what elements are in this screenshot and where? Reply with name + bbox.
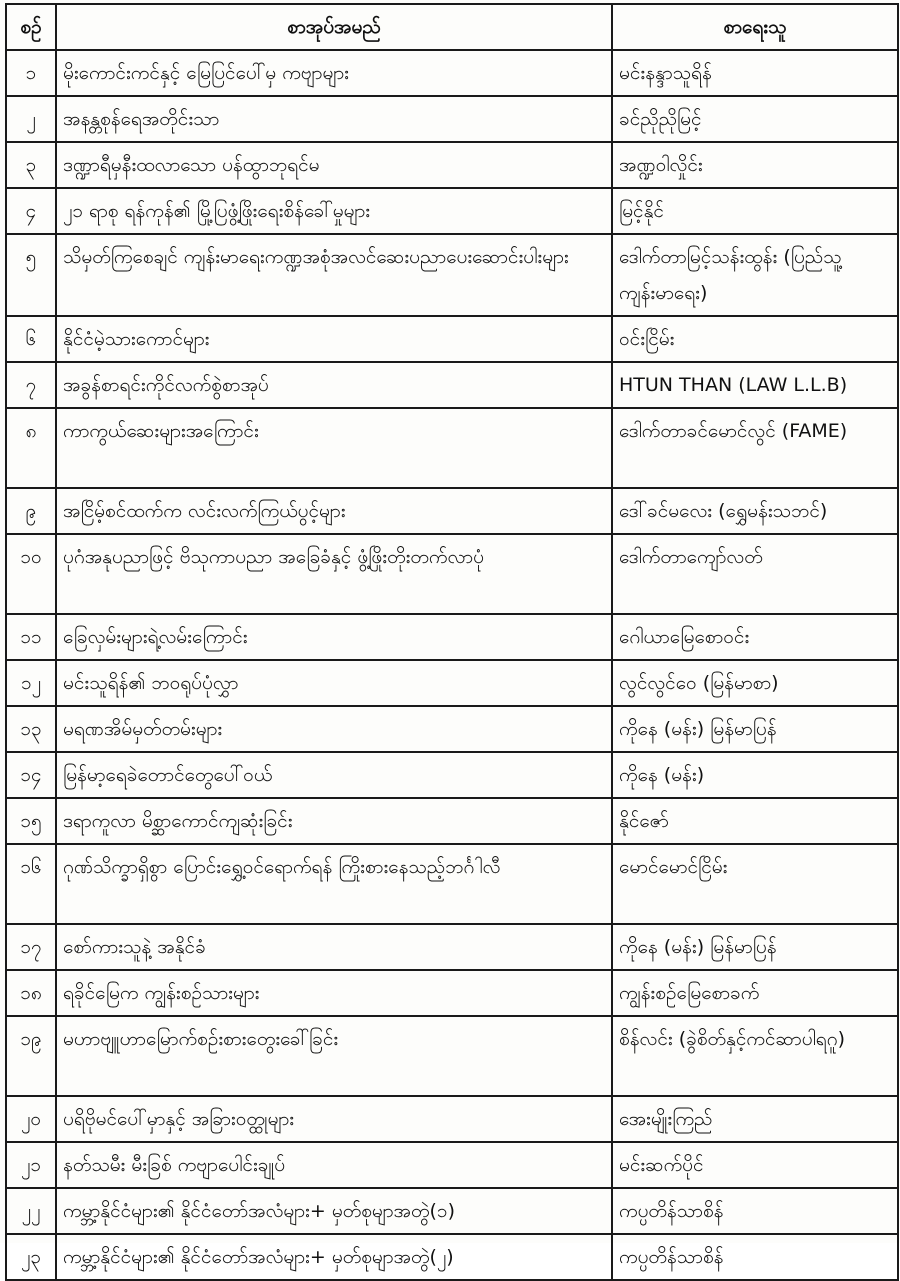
table-header-row (6, 4, 898, 50)
book-title: ဒရာကူလာ မိစ္ဆာကောင်ကျဆုံးခြင်း (56, 798, 612, 844)
book-author: ဒေါက်တာမြင့်သန်းထွန်း (ပြည်သူ့ကျန်းမာရေး) (612, 234, 898, 316)
book-title: မဟာဗျူဟာမြောက်စဉ်းစားတွေးခေါ်ခြင်း (56, 1016, 612, 1096)
row-number: ၂၂ (6, 1188, 56, 1234)
table-row (6, 1188, 898, 1234)
row-number: ၈ (6, 408, 56, 488)
table-row (6, 408, 898, 488)
book-title: ခြေလှမ်းများရဲ့လမ်းကြောင်း (56, 614, 612, 660)
table-row (6, 1096, 898, 1142)
table-row (6, 96, 898, 142)
book-author: ခင်ညိုညိုမြင့် (612, 96, 898, 142)
book-title: ကမ္ဘာ့နိုင်ငံများ၏ နိုင်ငံတော်အလံများ+ မှတ်စုမျာအတွဲ(၁) (56, 1188, 612, 1234)
row-number: ၇ (6, 362, 56, 408)
table-row (6, 660, 898, 706)
row-number: ၃ (6, 142, 56, 188)
book-author: ကျွန်းစဉ်မြေစောခက် (612, 970, 898, 1016)
book-author: အေးမျိုးကြည် (612, 1096, 898, 1142)
book-title: နိုင်ငံမဲ့သားကောင်များ (56, 316, 612, 362)
book-author: HTUN THAN (LAW L.L.B) (612, 362, 898, 408)
book-author: အဏ္ဍဝါလှိုင်း (612, 142, 898, 188)
book-title: ကာကွယ်ဆေးများအကြောင်း (56, 408, 612, 488)
row-number: ၂၀ (6, 1096, 56, 1142)
table-row (6, 970, 898, 1016)
book-title: ဒဏ္ဍာရီမှနီးထလာသော ပန်ထွာဘုရင်မ (56, 142, 612, 188)
table-row (6, 614, 898, 660)
book-author: ဝင်းငြိမ်း (612, 316, 898, 362)
book-author: မင်းဆက်ပိုင် (612, 1142, 898, 1188)
book-author: ကိုနေ (မန်း) (612, 752, 898, 798)
header-author: စာရေးသူ (612, 4, 898, 50)
book-author: မင်းနန္ဒာသူရိန် (612, 50, 898, 96)
row-number: ၂၃ (6, 1234, 56, 1280)
book-author: နိုင်ဇော် (612, 798, 898, 844)
book-list-table (5, 3, 899, 1281)
table-row (6, 234, 898, 316)
book-author: လွင်လွင်ဝေ (မြန်မာစာ) (612, 660, 898, 706)
table-row (6, 362, 898, 408)
book-author: ဒေါက်တာကျော်လတ် (612, 534, 898, 614)
book-title: စော်ကားသူနဲ့ အနိုင်ခံ (56, 924, 612, 970)
book-title: နတ်သမီး မီးခြစ် ကဗျာပေါင်းချုပ် (56, 1142, 612, 1188)
row-number: ၁၉ (6, 1016, 56, 1096)
table-row (6, 924, 898, 970)
row-number: ၂ (6, 96, 56, 142)
row-number: ၄ (6, 188, 56, 234)
book-title: မင်းသူရိန်၏ ဘဝရုပ်ပုံလွှာ (56, 660, 612, 706)
book-author: မြင့်နိုင် (612, 188, 898, 234)
row-number: ၉ (6, 488, 56, 534)
book-author: ဒေါက်တာခင်မောင်လွင် (FAME) (612, 408, 898, 488)
table-row (6, 488, 898, 534)
book-title: ဂုဏ်သိက္ခာရှိစွာ ပြောင်းရွှေ့ဝင်ရောက်ရန် ကြိုးစားနေသည့်ဘင်္ဂါလီ (56, 844, 612, 924)
table-row (6, 50, 898, 96)
book-title: မိုးကောင်းကင်နှင့် မြေပြင်ပေါ်မှ ကဗျာများ (56, 50, 612, 96)
row-number: ၁၈ (6, 970, 56, 1016)
table-row (6, 1234, 898, 1280)
book-title: ပရိဗိုမင်ပေါ်မှာနှင့် အခြားဝတ္ထုများ (56, 1096, 612, 1142)
row-number: ၂၁ (6, 1142, 56, 1188)
table-row (6, 752, 898, 798)
book-title: အနန္တစုန်ရေအတိုင်းသာ (56, 96, 612, 142)
header-no: စဉ် (6, 4, 56, 50)
table-row (6, 798, 898, 844)
book-author: စိန်လင်း (ခွဲစိတ်နှင့်ကင်ဆာပါရဂူ) (612, 1016, 898, 1096)
row-number: ၆ (6, 316, 56, 362)
row-number: ၁၄ (6, 752, 56, 798)
row-number: ၁၆ (6, 844, 56, 924)
table-row (6, 1016, 898, 1096)
table-row (6, 1142, 898, 1188)
table-row (6, 706, 898, 752)
table-row (6, 316, 898, 362)
row-number: ၁၂ (6, 660, 56, 706)
row-number: ၁ (6, 50, 56, 96)
book-author: ဂေါယာမြေစောဝင်း (612, 614, 898, 660)
row-number: ၁၇ (6, 924, 56, 970)
book-title: ၂၁ ရာစု ရန်ကုန်၏ မြို့ပြဖွံ့ဖြိုးရေးစိန်ခေါ်မှုများ (56, 188, 612, 234)
table-row (6, 188, 898, 234)
book-title: ကမ္ဘာ့နိုင်ငံများ၏ နိုင်ငံတော်အလံများ+ မှတ်စုမျာအတွဲ(၂) (56, 1234, 612, 1280)
table-row (6, 142, 898, 188)
row-number: ၅ (6, 234, 56, 316)
row-number: ၁၀ (6, 534, 56, 614)
table-row (6, 844, 898, 924)
book-author: မောင်မောင်ငြိမ်း (612, 844, 898, 924)
book-author: ကပ္ပတိန်သာစိန် (612, 1188, 898, 1234)
row-number: ၁၃ (6, 706, 56, 752)
book-author: ကိုနေ (မန်း) မြန်မာပြန် (612, 706, 898, 752)
book-title: သိမှတ်ကြစေချင် ကျန်းမာရေးကဏ္ဍအစုံအလင်ဆေးပညာပေးဆောင်းပါးများ (56, 234, 612, 316)
book-title: အငြိမ့်စင်ထက်က လင်းလက်ကြယ်ပွင့်များ (56, 488, 612, 534)
header-title: စာအုပ်အမည် (56, 4, 612, 50)
row-number: ၁၁ (6, 614, 56, 660)
book-author: ကပ္ပတိန်သာစိန် (612, 1234, 898, 1280)
table-row (6, 534, 898, 614)
row-number: ၁၅ (6, 798, 56, 844)
book-author: ကိုနေ (မန်း) မြန်မာပြန် (612, 924, 898, 970)
book-author: ဒေါ်ခင်မလေး (ရွှေမန်းသဘင်) (612, 488, 898, 534)
book-title: မြန်မာ့ရေခဲတောင်တွေပေါ်ဝယ် (56, 752, 612, 798)
book-title: အခွန်စာရင်းကိုင်လက်စွဲစာအုပ် (56, 362, 612, 408)
book-title: မရဏအိမ်မှတ်တမ်းများ (56, 706, 612, 752)
book-title: ပုဂံအနုပညာဖြင့် ဗိသုကာပညာ အခြေခံနှင့် ဖွံ့ဖြိုးတိုးတက်လာပုံ (56, 534, 612, 614)
book-title: ရခိုင်မြေက ကျွန်းစဉ်သားများ (56, 970, 612, 1016)
